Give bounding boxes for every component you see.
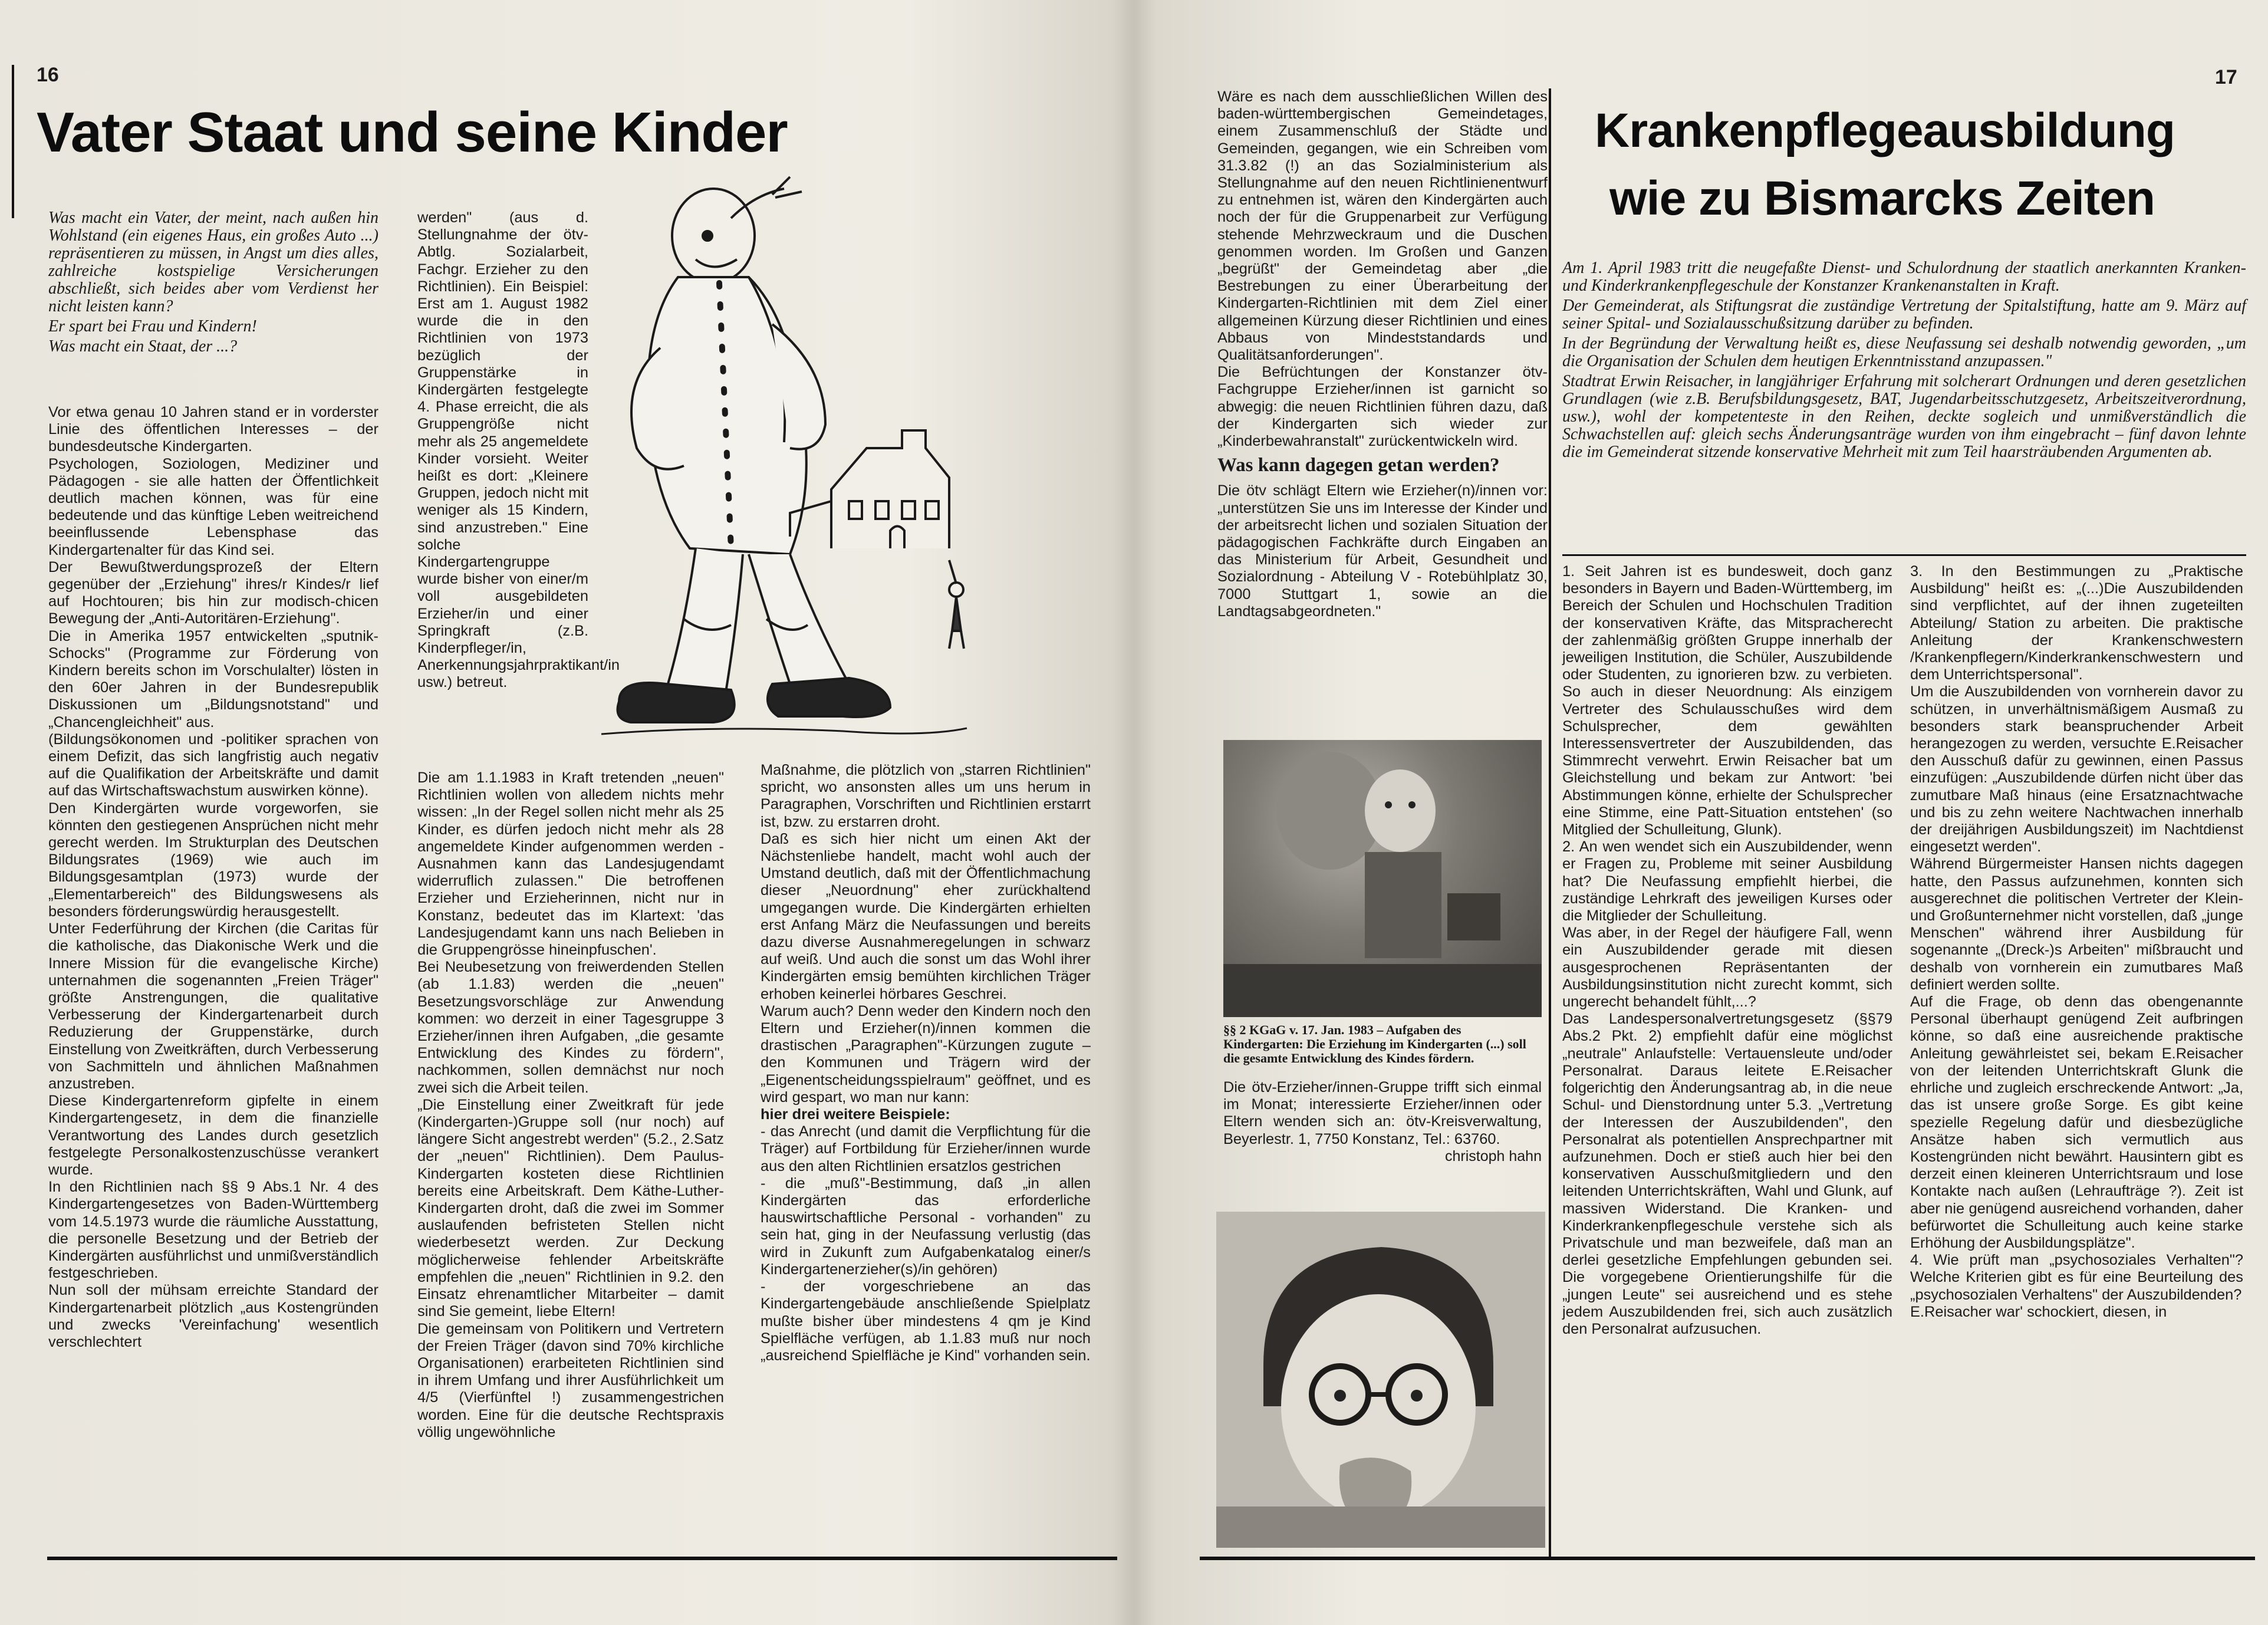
byline: christoph hahn [1444,1147,1542,1165]
column-divider [1549,88,1551,1557]
intro [1562,259,2246,554]
paragraph: Maßnahme, die plötzlich von „starren Richtlinien" spricht, wo ansonsten alles um uns herum in Paragraphen, Vorschriften und Richtlinien erstarrt ist, bzw. zu erstarren droht. [761,762,1091,830]
list-item: - der vorgeschriebene an das Kindergartengebäude anschließende Spielplatz mußte bisher über mindestens 4 qm je Kind Spielfläche verfügen, ab 1.1.83 muß nur noch „ausreichend Spielfläche je Kind" vorhanden sein. [761,1278,1091,1364]
paragraph: Den Kindergärten wurde vorgeworfen, sie könnten den gestiegenen Ansprüchen nicht mehr gerecht werden. Im Strukturplan des Deutschen Bildungsrates (1969) wie auch im Bildungsgesamtplan (1973) wurde der „Elementarbereich" des Bildungswesens als besonders förderungswürdig herausgestellt. [48,800,378,920]
cartoon-illustration [595,171,973,761]
paragraph: Diese Kindergartenreform gipfelte in einem Kindergartengesetz, in dem die finanzielle Verantwortung des Landes durch gesetzlich festgelegte Personalkostenzuschüsse verankert wurde. [48,1093,378,1178]
paragraph: Die in Amerika 1957 entwickelten „sputnik-Schocks" (Programme zur Förderung von Kindern bereits schon im Vorschulalter) lösten in den 60er Jahren in der Bundesrepublik Diskussionen um „Bildungsnotstand" und „Chancengleichheit" aus. [48,627,378,731]
intro-paragraph: Er spart bei Frau und Kindern! [48,317,257,335]
child-glasses-photo [1216,1212,1545,1548]
column-3 [761,762,1091,1552]
children-photo [1223,740,1542,1017]
page-number: 17 [2215,66,2237,88]
column-left-top [1217,88,1548,620]
column-1 [48,404,378,1551]
headline: Vater Staat und seine Kinder [37,101,788,164]
paragraph: Die ötv schlägt Eltern wie Erzieher(n)/innen vor: „unterstützen Sie uns im Interesse der Kinder und der arbeitsrecht lichen und sozialen Situation der pädagogischen Fachkräfte durch Eingaben an das Ministerium für Arbeit, Gesundheit und Sozialordnung - Abteilung V - Rotebühlplatz 30, 7000 Stuttgart 1, sowie an die Landtagsabgeordneten." [1217,482,1548,620]
contact-text: Die ötv-Erzieher/innen-Gruppe trifft sich einmal im Monat; interessierte Erzieher/innen oder Eltern wenden sich an: ötv-Kreisverwaltung, Beyerlestr. 1, 7750 Konstanz, Tel.: 63760. [1223,1079,1542,1147]
paragraph: Während Bürgermeister Hansen nichts dagegen hatte, den Passus aufzunehmen, konnten sich ausgerechnet die politischen Vertreter der Klein- und Großunternehmer nicht vorstellen, daß „junge Menschen" während ihrer Ausbildung für sogenannte „(Dreck-)s Arbeiten" mißbraucht und deshalb von vornherein ein zumutbares Maß definiert werden sollte. [1910,856,2243,993]
column-a [1562,563,1892,1551]
margin-rule [12,65,14,218]
paragraph: In den Richtlinien nach §§ 9 Abs.1 Nr. 4 des Kindergartengesetzes von Baden-Württemberg vom 14.5.1973 wurde die räumliche Ausstattung, die personelle Besetzung und der Betrieb der Kindergärten ausführlichst und unmißverständlich festgeschrieben. [48,1179,378,1282]
paragraph: 3. In den Bestimmungen zu „Praktische Ausbildung" heißt es: „(...)Die Auszubildenden sind verpflichtet, auf der ihnen zugeteilten Abteilung/ Station zu arbeiten. Die praktische Anleitung der Krankenschwestern /Krankenpflegern/Kinderkrankenschwestern und dem Unterrichtspersonal". [1910,563,2243,683]
paragraph: Was aber, in der Regel der häufigere Fall, wenn ein Auszubildender gerade mit diesen ausgesprochenen Repräsentanten der Ausbildungsinstitution nicht zurecht kommt, sich ungerecht behandelt fühlt,...? [1562,925,1892,1011]
list-item: - das Anrecht (und damit die Verpflichtung für die Träger) auf Fortbildung für Erzieher/innen wurde aus den alten Richtlinien ersatzlos gestrichen [761,1123,1091,1175]
paragraph: Wäre es nach dem ausschließlichen Willen des baden-württembergischen Gemeindetages, einem Zusammenschluß der Städte und Gemeinden, gegangen, wie ein Schreiben vom 31.3.82 (!) an das Sozialministerium als Stellungnahme auf den neuen Richtlinienentwurf zu entnehmen ist, wären den Kindergärten auch noch der für die Gruppenarbeit zur Verfügung stehende Mehrzweckraum und die Duschen genommen worden. Im Großen und Ganzen „begrüßt" der Gemeindetag aber „die Bestrebungen zu einer Überarbeitung der Kindergarten-Richtlinien mit dem Ziel einer allgemeinen Kürzung dieser Richtlinien und eines Abbaus von Mindeststandards und Qualitätsanforderungen". [1217,88,1548,364]
paragraph: Bei Neubesetzung von freiwerdenden Stellen (ab 1.1.83) werden die „neuen" Besetzungsvorschläge zur Anwendung kommen: wo derzeit in einer Tagesgruppe 3 Erzieher/innen ihren Aufgaben, „die gesamte Entwicklung des Kindes zu fördern", nachkommen, sollen demnächst nur noch zwei sich die Arbeit teilen. [417,959,724,1096]
column-2 [417,769,724,1551]
paragraph: werden" (aus d. Stellungnahme der ötv-Abtlg. Sozialarbeit, Fachgr. Erzieher zu den Richtlinien). Ein Beispiel: Erst am 1. August 1982 wurde die in den Richtlinien von 1973 bezüglich der Gruppenstärke in Kindergärten festgelegte 4. Phase erreicht, die als Gruppengröße nicht mehr als 25 angemeldete Kinder vorsieht. Weiter heißt es dort: „Kleinere Gruppen, jedoch nicht mit weniger als 15 Kindern, sind anzustreben." Eine solche Kindergartengruppe wurde bisher von einer/m voll ausgebildeten Erzieher/in und einer Springkraft (z.B. Kinderpfleger/in, Anerkennungsjahrpraktikant/in usw.) betreut. [417,209,620,691]
intro [48,209,378,398]
paragraph: Nun soll der mühsam erreichte Standard der Kindergartenarbeit plötzlich „aus Kostengründen und zwecks 'Vereinfachung' wesentlich verschlechtert [48,1282,378,1350]
intro-paragraph: Was macht ein Staat, der ...? [48,337,238,356]
paragraph: Das Landespersonalvertretungsgesetz (§§79 Abs.2 Pkt. 2) empfiehlt dafür eine möglichst „neutrale" Anlaufstelle: Vertauensleute und/oder Personalrat. Daraus leitete E.Reisacher folgerichtig den Änderungsantrag ab, in die neue Schul- und Dienstordnung unter 5.3. „Vertretung der Interessen der Auszubildenden", den Personalrat als potentiellen Ansprechpartner mit aufzunehmen. Doch er stieß auch hier bei den konservativen Ausschußmitgliedern und den leitenden Unterrichtskräften, Wahl und Glunk, auf massiven Widerstand. Die Kranken- und Kinderkrankenpflegeschule verstehe sich als Privatschule und man bezweifele, daß man an derlei gesetzliche Empfehlungen gebunden sei. Die vorgegebene Orientierungshilfe für die „jungen Leute" sei ausreichend und es stehe jedem Auszubildenden frei, sich auch zusätzlich den Personalrat aufzusuchen. [1562,1011,1892,1337]
list-item: - die „muß"-Bestimmung, daß „in allen Kindergärten das erforderliche hauswirtschaftliche Personal - vorhanden" zu sein hat, ging in der Neufassung verlustig (das wird in Zukunft zum Aufgabenkatalog einer/s Kindergartenerzieher(s)/in gehören) [761,1175,1091,1278]
column-b [1910,563,2243,1551]
intro-rule [1562,554,2246,556]
headline-line-2: wie zu Bismarcks Zeiten [1609,172,2155,225]
intro-paragraph: Am 1. April 1983 tritt die neugefaßte Dienst- und Schulordnung der staatlich anerkannten Kranken- und Kinderkrankenpflegeschule der Konstanzer Krankenanstalten in Kraft. [1562,259,2246,295]
headline-line-1: Krankenpflegeausbildung [1595,104,2175,157]
paragraph: 4. Wie prüft man „psychosoziales Verhalten"? Welche Kriterien gibt es für eine Beurteilung des „psychosozialen Verhaltens" der Auszubildenden? [1910,1252,2243,1303]
paragraph: Die am 1.1.1983 in Kraft tretenden „neuen" Richtlinien wollen von alledem nichts mehr wissen: „In der Regel sollen nicht mehr als 25 Kinder, es dürfen jedoch nicht mehr als 28 angemeldete Kinder aufgenommen werden - Ausnahmen kann das Landesjugendamt widerruflich zulassen." Die betroffenen Erzieher und Erzieherinnen, nicht nur in Konstanz, bedeutet das im Klartext: 'das Landesjugendamt kann uns nach Belieben in die Gruppengrösse hineinpfuschen'. [417,769,724,959]
paragraph: Vor etwa genau 10 Jahren stand er in vorderster Linie des öffentlichen Interesses – der bundesdeutsche Kindergarten. [48,404,378,455]
paragraph: (Bildungsökonomen und -politiker sprachen von einem Defizit, das sich langfristig auch negativ auf die Qualifikation der Arbeitskräfte und damit auf das Wirtschaftswachstum auswirken könne). [48,731,378,800]
subhead: Was kann dagegen getan werden? [1217,455,1500,476]
paragraph: Psychologen, Soziologen, Mediziner und Pädagogen - sie alle hatten der Öffentlichkeit deutlich machen können, was für eine bedeutende und das künftige Leben weitreichend beeinflussende Lebensphase das Kindergartenalter für das Kind sei. [48,455,378,558]
intro-paragraph: In der Begründung der Verwaltung heißt es, diese Neufassung sei deshalb notwendig geworden, „um die Organisation der Schulen dem heutigen Erkenntnisstand anzupassen." [1562,334,2246,370]
paragraph: Die Befrüchtungen der Konstanzer ötv-Fachgruppe Erzieher/innen ist garnicht so abwegig: die neuen Richtlinien führen dazu, daß der Kindergarten sich wieder zur „Kinderbewahranstalt" zurückentwickeln wird. [1217,364,1548,450]
page-17 [1176,0,2268,1625]
bottom-rule [1200,1557,2255,1560]
paragraph: 2. An wen wendet sich ein Auszubildender, wenn er Fragen zu, Probleme mit seiner Ausbildung hat? Die Neufassung empfiehlt hierbei, die zuständige Lehrkraft des jeweiligen Kurses oder die Mitglieder der Schulleitung. [1562,838,1892,925]
paragraph: Daß es sich hier nicht um einen Akt der Nächstenliebe handelt, macht wohl auch der Umstand deutlich, daß mit der Öffentlichmachung dieser „Neuordnung" eher zurückhaltend umgegangen wurde. Die Kindergärten erhielten erst Anfang März die Neufassungen und bereits dazu diverse Ausnahmeregelungen in schwarz auf weiß. Und auch die sonst um das Wohl ihrer Kindergärten emsig bemühten kirchlichen Träger erhoben keinerlei hörbares Geschrei. [761,830,1091,1002]
bottom-rule [47,1557,1117,1560]
contact-box [1223,1079,1542,1197]
paragraph: Um die Auszubildenden von vornherein davor zu schützen, in unverhältnismäßigem Ausmaß zu besonders stark beanspruchender Arbeit herangezogen zu werden, versuchte E.Reisacher den Ausschuß dafür zu gewinnen, einen Passus einzufügen: „Auszubildende dürfen nicht über das zumutbare Maß hinaus (eine Ersatznachtwache und bis zu zehn weitere Nachtwachen innerhalb der dreijährigen Ausbildungszeit) im Nachtdienst eingesetzt werden". [1910,683,2243,856]
list-heading: hier drei weitere Beispiele: [761,1106,950,1123]
page-number: 16 [37,64,59,86]
paragraph: „Die Einstellung einer Zweitkraft für jede (Kindergarten-)Gruppe soll (nur noch) auf längere Sicht angestrebt werden" (5.2., 2.Satz der „neuen" Richtlinien). Dem Paulus-Kindergarten kosteten diese Richtlinien bereits eine Arbeitskraft. Dem Käthe-Luther-Kindergarten droht, daß die zwei im Sommer auslaufenden befristeten Stellen nicht wiederbesetzt werden. Zur Deckung möglicherweise fehlender Arbeitskräfte empfehlen die „neuen" Richtlinien in 9.2. den Einsatz ehrenamtlicher Mitarbeiter – damit sind Sie gemeint, liebe Eltern! [417,1096,724,1320]
photo-caption: §§ 2 KGaG v. 17. Jan. 1983 – Aufgaben des Kindergarten: Die Erziehung im Kindergarten (...) soll die gesamte Entwicklung des Kindes fördern. [1223,1022,1526,1065]
intro-paragraph: Der Gemeinderat, als Stiftungsrat die zuständige Vertretung der Spitalstiftung, hatte am 9. März auf seiner Spital- und Sozialausschußsitzung darüber zu befinden. [1562,297,2246,333]
paragraph: Auf die Frage, ob denn das obengenannte Personal überhaupt genügend Zeit aufbringen könne, so daß eine ausreichende praktische Anleitung gewährleistet sei, bekam E.Reisacher von der leitenden Unterrichtskraft Glunk die ehrliche und zugleich erschreckende Antwort: „Ja, das ist unsere große Sorge. Es gibt keine spezielle Regelung dafür und diesbezügliche Ansätze haben sich vermutlich aus Kostengründen nicht bewährt. Hausintern gibt es derzeit einen kleineren Unterrichtsraum und lose Kontakte nach außen (Lehraufträge ?). Zeit ist aber nie genügend ausreichend vorhanden, daher befürwortet die Schulleitung auch keine starke Erhöhung der Ausbildungsplätze". [1910,994,2243,1251]
paragraph: 1. Seit Jahren ist es bundesweit, doch ganz besonders in Bayern und Baden-Württemberg, im Bereich der Schulen und Hochschulen Tradition der konservativen Kräfte, das Mitspracherecht der zahlenmäßig größten Gruppe innerhalb der jeweiligen Institution, die Schüler, Auszubildende oder Studenten, zu ignorieren bzw. zu verbieten. So auch in dieser Neuordnung: Als einzigem Vertreter des Schulausschußes wird dem Schulsprecher, dem gewählten Interessensvertreter der Auszubildenden, das Stimmrecht verwehrt. Erwin Reisacher bat um Gleichstellung und bekam zur Antwort: 'bei Abstimmungen könne, erhielte der Schulsprecher eine Stimme, eine Patt-Situation entstehen' (so Mitglied der Schulleitung, Glunk). [1562,563,1892,838]
paragraph: Die gemeinsam von Politikern und Vertretern der Freien Träger (davon sind 70% kirchliche Organisationen) erarbeiteten Richtlinien sind in ihrem Umfang und ihrer Ausführlichkeit um 4/5 (Vierfünftel !) zusammengestrichen worden. Eine für die deutsche Rechtspraxis völlig ungewöhnliche [417,1320,724,1440]
paragraph: Unter Federführung der Kirchen (die Caritas für die katholische, das Diakonische Werk und die Innere Mission für die evangelische Kirche) unternahmen die sogenannten „Freien Träger" größte Anstrengungen, die qualitative Verbesserung der Kindergartenarbeit durch Reduzierung der Gruppenstärke, durch Einstellung von Zweitkräften, durch Verbesserung von Sachmitteln und ähnlichen Maßnahmen anzustreben. [48,920,378,1092]
paragraph: Warum auch? Denn weder den Kindern noch den Eltern und Erzieher(n)/innen kommen die drastischen „Paragraphen"-Kürzungen zugute – den Kommunen und Trägern wird der „Eigenentscheidungsspielraum" geöffnet, und es wird gespart, wo man nur kann: [761,1002,1091,1106]
column-2-top [417,209,620,764]
child-photo-shapes [1216,1212,1545,1548]
paragraph: Der Bewußtwerdungsprozeß der Eltern gegenüber der „Erziehung" ihres/r Kindes/r lief auf Hochtouren; bis hin zur modisch-chicen Bewegung der „Anti-Autoritären-Erziehung". [48,558,378,627]
children-photo-shapes [1223,740,1542,1017]
paragraph: E.Reisacher war' schockiert, diesen, in [1910,1303,2167,1320]
intro-paragraph: Stadtrat Erwin Reisacher, in langjähriger Erfahrung mit solcherart Ordnungen und deren gesetzlichen Grundlagen (wie z.B. Berufsbildungsgesetz, BAT, Jugendarbeitsschutzgesetz, Arbeitszeitverordnung, usw.), wohl der kompetenteste in den Reihen, deckte sogleich und unmißverständlich die Schwachstellen auf: gleich sechs Änderungsanträge wurden von ihm eingebracht – fünf davon lehnte die im Gemeinderat sitzende konservative Mehrheit mit zum Teil haarsträubenden Argumenten ab. [1562,372,2246,461]
intro-paragraph: Was macht ein Vater, der meint, nach außen hin Wohlstand (ein eigenes Haus, ein großes Auto ...) repräsentieren zu müssen, in Angst um dies alles, zahlreiche kostspielige Versicherungen abschließt, sich beides aber vom Verdienst her nicht leisten kann? [48,209,378,315]
